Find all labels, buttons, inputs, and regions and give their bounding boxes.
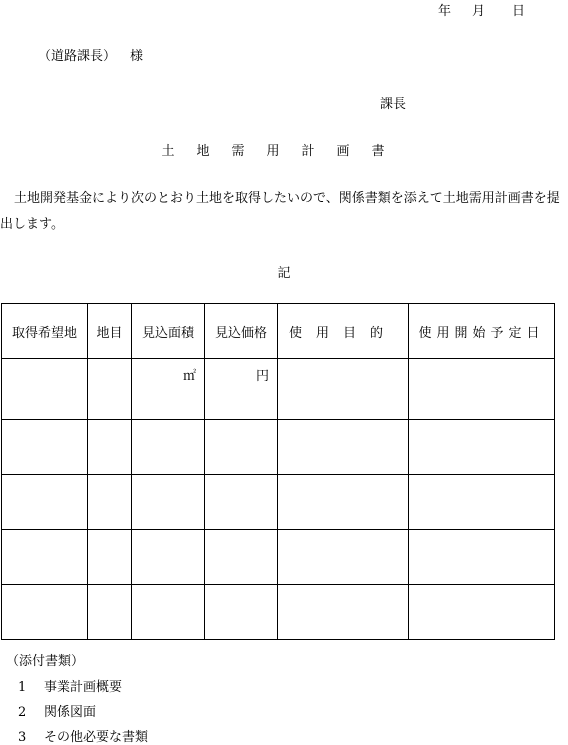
attachment-number: 1	[18, 680, 27, 695]
attachment-label: 事業計画概要	[44, 680, 123, 695]
area-unit-cell: ㎡	[132, 359, 205, 420]
attachment-label: 関係図面	[44, 705, 97, 720]
header-estimated-area: 見込面積	[132, 304, 205, 359]
table-cell	[2, 359, 88, 420]
addressee-honorific: 様	[130, 49, 144, 64]
table-cell	[278, 359, 409, 420]
ki-heading: 記	[277, 266, 291, 281]
table-cell	[2, 530, 88, 585]
sender-title: 課長	[380, 97, 407, 112]
table-cell	[409, 585, 555, 640]
table-cell	[88, 420, 132, 475]
table-cell	[88, 359, 132, 420]
header-purpose: 使用目的	[278, 304, 409, 359]
date-year-label: 年	[438, 4, 452, 19]
price-unit-cell: 円	[205, 359, 278, 420]
body-paragraph: 土地開発基金により次のとおり土地を取得したいので、関係書類を添えて土地需用計画書を提出します。	[0, 191, 560, 232]
header-land-category: 地目	[88, 304, 132, 359]
table-row	[2, 359, 555, 420]
date-day-label: 日	[512, 4, 526, 19]
table-cell	[88, 530, 132, 585]
table-cell	[278, 475, 409, 530]
attachment-number: 3	[18, 730, 27, 745]
addressee-name: （道路課長）	[38, 49, 117, 64]
table-cell	[132, 530, 205, 585]
table-cell	[409, 475, 555, 530]
land-plan-table	[1, 303, 555, 640]
table-cell	[2, 420, 88, 475]
table-row	[2, 420, 555, 475]
date-line	[438, 0, 525, 19]
addressee	[38, 45, 143, 64]
table-cell	[205, 530, 278, 585]
document-title: 土地需用計画書	[161, 144, 407, 159]
table-cell	[2, 585, 88, 640]
attachment-item	[18, 676, 122, 695]
table-cell	[278, 530, 409, 585]
table-row	[2, 475, 555, 530]
table-header-row	[2, 304, 555, 359]
attachments-title: （添付書類）	[6, 654, 85, 669]
table-row	[2, 585, 555, 640]
table-cell	[2, 475, 88, 530]
attachment-label: その他必要な書類	[44, 730, 149, 745]
table-cell	[409, 530, 555, 585]
header-start-date: 使用開始予定日	[409, 304, 555, 359]
table-cell	[278, 420, 409, 475]
table-row	[2, 530, 555, 585]
table-cell	[409, 359, 555, 420]
table-cell	[132, 585, 205, 640]
table-cell	[278, 585, 409, 640]
table-cell	[205, 585, 278, 640]
header-estimated-price: 見込価格	[205, 304, 278, 359]
table-cell	[409, 420, 555, 475]
attachment-item	[18, 726, 148, 745]
attachment-item	[18, 701, 96, 720]
header-desired-site: 取得希望地	[2, 304, 88, 359]
attachment-number: 2	[18, 705, 27, 720]
table-cell	[88, 585, 132, 640]
date-month-label: 月	[472, 4, 486, 19]
table-cell	[205, 475, 278, 530]
table-cell	[88, 475, 132, 530]
table-cell	[132, 475, 205, 530]
table-cell	[205, 420, 278, 475]
table-cell	[132, 420, 205, 475]
